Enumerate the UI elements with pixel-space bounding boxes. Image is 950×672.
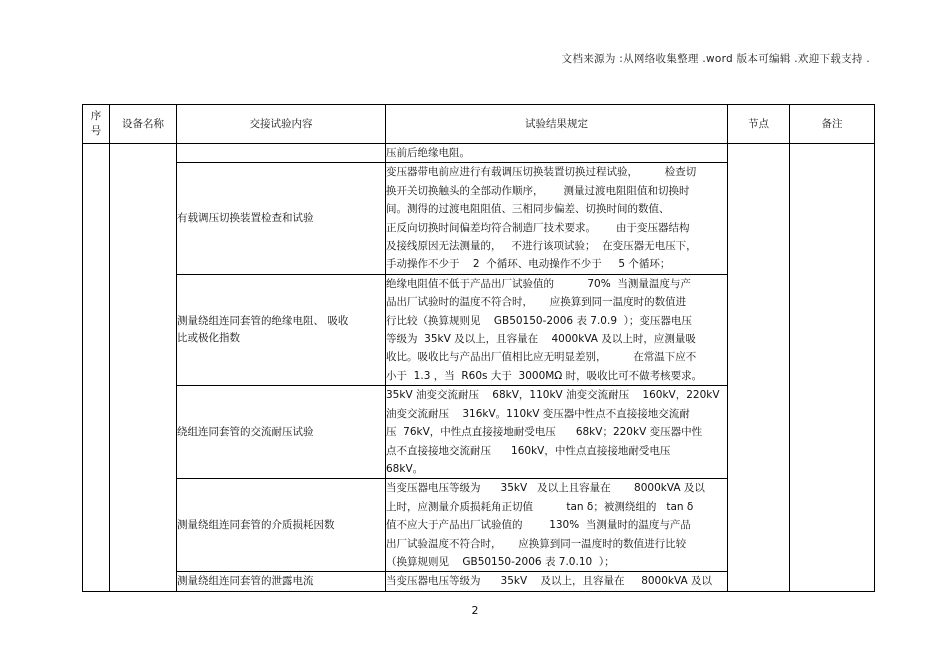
result-cell: 当变压器电压等级为 35kV 及以上且容量在 8000kVA 及以 上时，应测量介质损耗角正切值 tan δ；被测绕组的 tan δ 值不应大于产品出厂试验值的 130% 当测量时的温度与产品 出厂试验温度不符合时， 应换算到同一温度时的数值进行比较 （换算规则见 GB50150-2006 表 7.0.10 ）； — [386, 479, 728, 572]
item-cell: 测量绕组连同套管的绝缘电阻、 吸收 比或极化指数 — [177, 274, 386, 385]
item-cell: 绕组连同套管的交流耐压试验 — [177, 386, 386, 479]
header-equipment: 设备名称 — [110, 105, 177, 144]
item-cell — [177, 144, 386, 163]
result-cell: 当变压器电压等级为 35kV 及以上，且容量在 8000kVA 及以 — [386, 572, 728, 591]
table-row — [83, 144, 875, 163]
remark-cell — [790, 144, 875, 592]
header-result: 试验结果规定 — [386, 105, 728, 144]
result-cell: 绝缘电阻值不低于产品出厂试验值的 70% 当测量温度与产 品出厂试验时的温度不符合时， 应换算到同一温度时的数值进 行比较（换算规则见 GB50150-2006 表 7.0.9 ）；变压器电压 等级为 35kV 及以上，且容量在 4000kVA 及以上时，应测量吸 收比。吸收比与产品出厂值相比应无明显差别， 在常温下应不 小于 1.3 ，当 R60s 大于 3000MΩ 时，吸收比可不做考核要求。 — [386, 274, 728, 385]
result-cell: 变压器带电前应进行有载调压切换装置切换过程试验， 检查切 换开关切换触头的全部动作顺序， 测量过渡电阻阻值和切换时 间。测得的过渡电阻阻值、三相同步偏差、切换时间的数值、 正反向切换时间偏差均符合制造厂技术要求。 由于变压器结构 及接线原因无法测量的， 不进行该项试验； 在变压器无电压下， 手动操作不少于 2 个循环、电动操作不少于 5 个循环； — [386, 163, 728, 274]
seq-cell — [83, 144, 110, 592]
result-cell: 35kV 油变交流耐压 68kV，110kV 油变交流耐压 160kV，220kV 油变交流耐压 316kV。110kV 变压器中性点不直接接地交流耐 压 76kV，中性点直接接地耐受电压 68kV；220kV 变压器中性 点不直接接地交流耐压 160kV，中性点直接接地耐受电压 68kV。 — [386, 386, 728, 479]
item-cell: 测量绕组连同套管的介质损耗因数 — [177, 479, 386, 572]
table-header-row — [83, 105, 875, 144]
equipment-cell — [110, 144, 177, 592]
page-header-note: 文档来源为 :从网络收集整理 .word 版本可编辑 .欢迎下载支持 . — [561, 53, 870, 65]
header-item: 交接试验内容 — [177, 105, 386, 144]
item-cell: 有载调压切换装置检查和试验 — [177, 163, 386, 274]
page-number: 2 — [471, 604, 479, 617]
header-remark: 备注 — [790, 105, 875, 144]
node-cell — [728, 144, 790, 592]
header-node: 节点 — [728, 105, 790, 144]
item-cell: 测量绕组连同套管的泄露电流 — [177, 572, 386, 591]
result-cell: 压前后绝缘电阻。 — [386, 144, 728, 163]
header-seq: 序 号 — [83, 105, 110, 144]
test-requirements-table — [82, 104, 875, 592]
